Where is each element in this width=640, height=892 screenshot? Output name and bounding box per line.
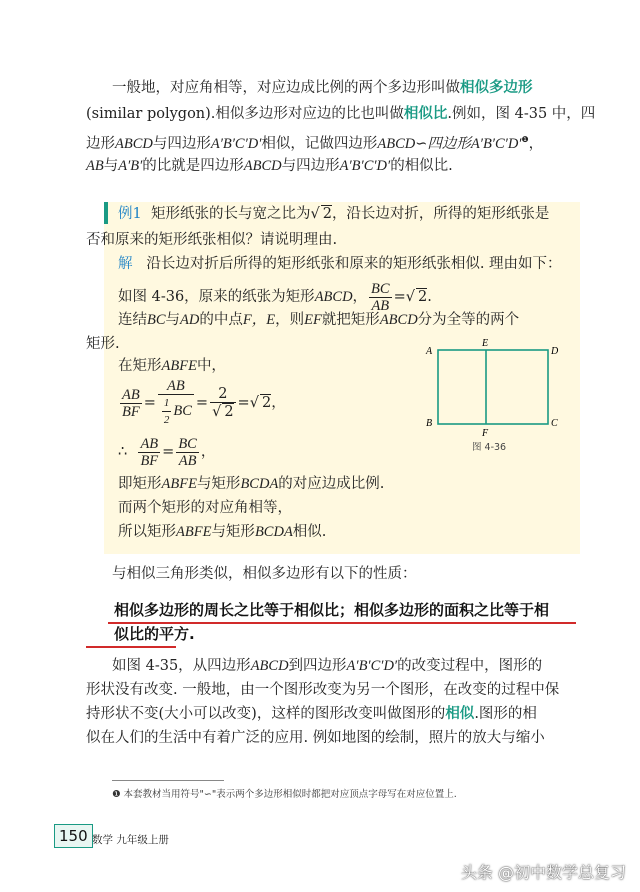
- para3-line2: 形状没有改变. 一般地，由一个图形改变为另一个图形，在改变的过程中保: [86, 682, 560, 698]
- fraction-ab-half-bc: [158, 378, 194, 428]
- equals: =: [162, 444, 175, 460]
- math: BC: [173, 402, 192, 419]
- solution-line2: 如图 4-36，原来的纸张为矩形ABCD， $\frac{BC}{AB}$ =√ 2.: [118, 280, 432, 314]
- solution-label: 解: [118, 256, 133, 272]
- page-number: 150: [54, 824, 93, 848]
- example-question-line1: 例1 矩形纸张的长与宽之比为√ 2，沿长边对折，所得的矩形纸张是: [118, 206, 550, 222]
- fraction-two-sqrt2: [210, 386, 235, 420]
- math: AD: [180, 312, 200, 328]
- math: AB: [86, 158, 104, 174]
- text: 连结: [118, 312, 147, 328]
- text: 相似.: [292, 524, 327, 540]
- para1-line3: 边形ABCD与四边形A′B′C′D′相似，记做四边形ABCD∽四边形$A'B'C'D'^❶$，: [86, 135, 544, 152]
- text: ，沿长边对折，所得的矩形纸张是: [331, 206, 550, 222]
- denominator: BF: [140, 452, 159, 469]
- text: 的中点: [199, 312, 243, 328]
- math: ABFE: [161, 358, 197, 374]
- equals: =: [195, 395, 209, 411]
- text: 边形: [86, 135, 115, 152]
- text: 的相似比.: [390, 158, 453, 174]
- text: ，则: [275, 312, 305, 328]
- text: 分为全等的两个: [417, 312, 520, 328]
- math: ABFE: [161, 476, 197, 492]
- sqrt: 2: [417, 289, 428, 305]
- text: 与: [103, 158, 119, 174]
- term-similarity: 相似: [445, 705, 475, 722]
- label-C: C: [551, 418, 558, 429]
- footnote-rule: [112, 780, 224, 781]
- example-accent-bar: [104, 202, 108, 224]
- equation-2: ∴ $\frac{AB}{BF}$ = $\frac{BC}{AB}$ ，: [118, 435, 216, 469]
- text: 与四边形: [281, 158, 340, 174]
- math: BCDA: [240, 476, 279, 492]
- underline-2: [86, 646, 176, 648]
- numerator: AB: [122, 386, 140, 403]
- example-label: 例1: [118, 206, 142, 222]
- text: .图形的相: [474, 706, 537, 722]
- math: ABCD: [243, 158, 282, 174]
- text: (similar polygon).相似多边形对应边的比也叫做: [86, 106, 404, 122]
- text: 否和原来的矩形纸张相似？请说明理由.: [86, 232, 338, 248]
- para3-line1: [112, 656, 542, 676]
- solution-line1: [118, 254, 562, 274]
- sqrt: 2: [224, 404, 234, 420]
- para3-line3: [86, 704, 537, 724]
- label-D: D: [551, 346, 559, 357]
- para1-line2: [86, 104, 595, 124]
- text: 的对应边成比例.: [278, 476, 385, 492]
- text: 与矩形: [211, 524, 255, 540]
- footnote-marker: ❶: [521, 135, 529, 144]
- denominator: 2: [163, 414, 170, 426]
- text: 相似，记做四边形: [261, 135, 378, 152]
- text: 而两个矩形的对应角相等，: [118, 500, 292, 516]
- math: A′B′C′D′: [346, 658, 398, 674]
- denominator: AB: [371, 297, 390, 314]
- numerator: AB: [158, 378, 194, 395]
- rectangle-abcd: [438, 350, 548, 424]
- para1-line1: [112, 78, 533, 98]
- math: A′B′C′D′: [470, 135, 522, 152]
- text: 与: [165, 312, 181, 328]
- text: 与矩形: [196, 476, 241, 492]
- footnote: ❶ 本套教材当用符号"∽"表示两个多边形相似时都把对应顶点字母写在对应位置上.: [112, 789, 457, 800]
- math: ABCD: [250, 658, 289, 674]
- conclusion-line3: [118, 522, 326, 542]
- text: 所以矩形: [118, 524, 176, 540]
- numerator: BC: [178, 435, 197, 452]
- book-title: 数学 九年级上册: [92, 834, 169, 846]
- example-question-line2: [86, 230, 337, 250]
- denominator: AB: [178, 452, 197, 469]
- label-A: A: [426, 346, 433, 357]
- para2: 与相似三角形类似，相似多边形有以下的性质：: [112, 566, 417, 582]
- conclusion-line1: [118, 474, 384, 494]
- text: 矩形纸张的长与宽之比为: [150, 206, 311, 222]
- numerator: 2: [210, 386, 235, 403]
- text: .例如，图 4-35 中，四: [447, 106, 596, 122]
- numerator: BC: [371, 280, 390, 297]
- text: 矩形.: [86, 336, 120, 352]
- label-B: B: [426, 418, 433, 429]
- fraction-bc-ab: [176, 436, 199, 469]
- fraction-ab-bf: [120, 387, 142, 420]
- text: 到四边形: [288, 658, 347, 674]
- term-similar-polygon: 相似多边形: [460, 79, 533, 96]
- denominator: BF: [122, 403, 140, 420]
- text: 持形状不变(大小可以改变)，这样的图形改变叫做图形的: [86, 706, 446, 722]
- underline-1: [108, 622, 576, 624]
- numerator: AB: [140, 435, 159, 452]
- math: ABFE: [176, 524, 212, 540]
- math: BC: [147, 312, 166, 328]
- math: F，E: [242, 312, 276, 328]
- in-rect-line: [118, 356, 226, 376]
- numerator: 1: [162, 395, 172, 412]
- label-F: F: [482, 428, 489, 439]
- math: A′B′C′D′: [339, 158, 391, 174]
- math: ABCD∽四边形: [377, 135, 471, 152]
- equals: =: [237, 395, 250, 411]
- math: ABCD: [314, 289, 353, 305]
- text: 中，: [196, 358, 226, 374]
- math: A′B′C′D′: [210, 135, 262, 152]
- fraction-one-half: [162, 395, 172, 428]
- text: 的比就是四边形: [142, 158, 244, 174]
- text: 在矩形: [118, 358, 162, 374]
- equals: =: [393, 289, 406, 305]
- figure-caption: 图 4-36: [472, 442, 507, 453]
- figure-4-36: [420, 336, 560, 456]
- text: 如图 4-35，从四边形: [112, 658, 251, 674]
- text: 的改变过程中，图形的: [397, 658, 543, 674]
- math: BCDA: [254, 524, 293, 540]
- term-similarity-ratio: 相似比: [403, 105, 448, 122]
- para1-line4: [86, 156, 453, 176]
- para3-line4: 似在人们的生活中有着广泛的应用. 例如地图的绘制，照片的放大与缩小: [86, 730, 545, 746]
- watermark: 头条 @初中数学总复习: [460, 863, 626, 882]
- text: 如图 4-36，原来的纸张为矩形: [118, 289, 315, 305]
- text: 就把矩形: [321, 312, 380, 328]
- conclusion-line2: [118, 498, 292, 518]
- text: 一般地，对应角相等，对应边成比例的两个多边形叫做: [112, 80, 460, 96]
- text: 沿长边对折后所得的矩形纸张和原来的矩形纸张相似. 理由如下：: [146, 256, 562, 272]
- equals: =: [143, 395, 156, 411]
- math: EF: [304, 312, 322, 328]
- fraction-ab-bf: [138, 436, 160, 469]
- denominator: [158, 395, 194, 428]
- math: ABCD: [115, 135, 153, 152]
- property-line1: 相似多边形的周长之比等于相似比；相似多边形的面积之比等于相: [114, 601, 550, 619]
- therefore-symbol: ∴: [118, 444, 128, 460]
- text: 与四边形: [152, 135, 211, 152]
- solution-line3: [118, 310, 519, 330]
- solution-line4: [86, 334, 120, 354]
- sqrt: 2: [261, 395, 272, 411]
- sqrt: 2: [322, 206, 332, 222]
- text: 即矩形: [118, 476, 162, 492]
- denominator: √ 2: [212, 404, 234, 420]
- fraction-bc-ab: [369, 281, 392, 314]
- equation-1: $\frac{AB}{BF}$ = AB $\frac{1}{2}$ BC = $\frac{2}{√ 2}$ =√ 2，: [122, 378, 286, 426]
- math: A′B′: [118, 158, 143, 174]
- math: ABCD: [379, 312, 418, 328]
- property-line2: 似比的平方.: [114, 625, 195, 643]
- label-E: E: [482, 338, 489, 349]
